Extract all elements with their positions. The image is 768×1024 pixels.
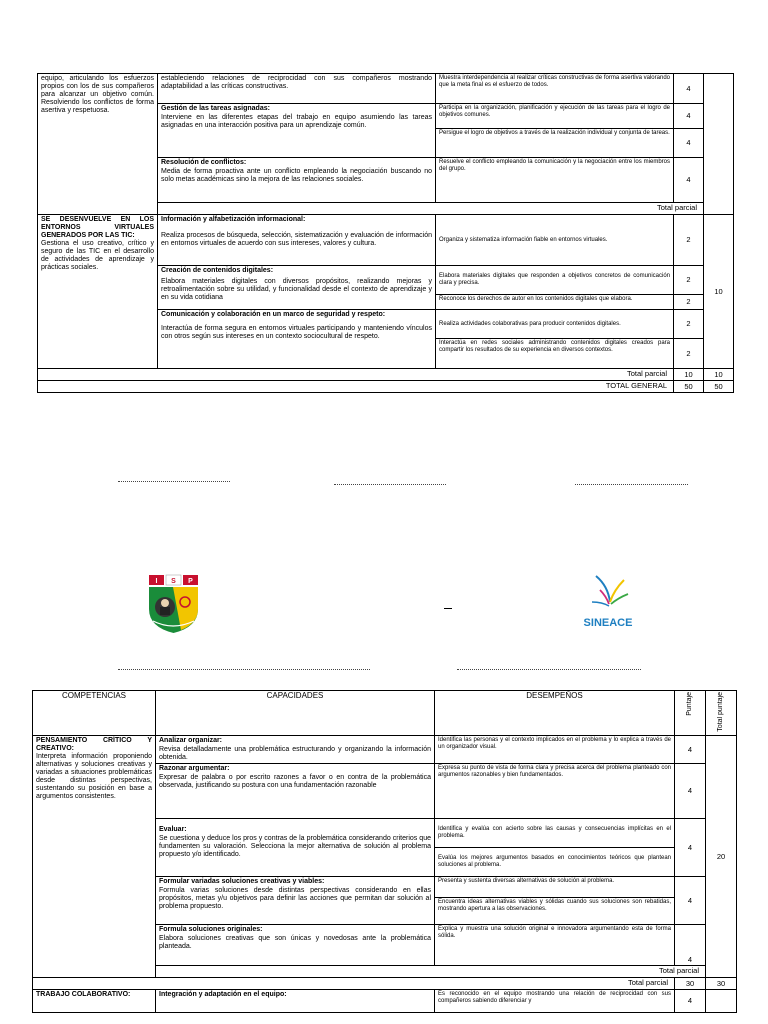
capacity-cell [158,158,436,203]
score-cell: 4 [675,925,706,966]
performance-cell: Reconoce los derechos de autor en los contenidos digitales que elabora. [436,295,674,310]
subtotal-label: Total parcial [158,203,704,215]
table-row [33,990,737,1013]
score-cell: 4 [675,736,706,764]
svg-text:P: P [188,578,193,585]
capacity-cell [158,74,436,104]
score-cell: 2 [674,266,704,295]
grand-total-row [38,381,734,393]
capacity-body: Formula varias soluciones desde distintas perspectivas considerando en ellas propósitos, metas y/u objetivos para definir las acciones que permitan dar solución al problema propuesto. [159,887,431,910]
capacity-cell [158,310,436,369]
capacity-title: Comunicación y colaboración en un marco de seguridad y respeto: [161,311,386,318]
capacity-title: Creación de contenidos digitales: [161,267,274,274]
competency-cell [38,215,158,369]
capacity-title: Integración y adaptación en el equipo: [159,991,287,998]
score-cell: 4 [674,129,704,158]
capacity-title: Gestión de las tareas asignadas: [161,105,270,112]
subtotal-points: 30 [706,978,737,990]
group-points-cell: 10 [704,215,734,369]
score-cell: 2 [674,310,704,339]
subtotal-label: Total parcial [156,966,706,978]
svg-text:SINEACE: SINEACE [583,617,633,629]
table-row [38,215,734,266]
capacity-cell [156,736,435,764]
institute-shield-logo [145,573,203,635]
capacity-body: Media de forma proactiva ante un conflicto empleando la negociación buscando no solo metas académicas sino la mejora de las relaciones sociales. [161,168,432,183]
signature-line [457,669,641,670]
performance-cell: Encuentra ideas alternativas viables y sólidas cuando sus soluciones son rebatidas, mostrando apertura a las observaciones. [435,898,675,925]
performance-cell: Expresa su punto de vista de forma clara y precisa acerca del problema planteado con argumentos razonables y bien fundamentados. [435,764,675,819]
capacity-cell [158,215,436,266]
capacity-body: Expresar de palabra o por escrito razones a favor o en contra de la problemática observada, justificando su postura con una fundamentación razonable [159,774,431,789]
capacity-cell [156,819,435,877]
subtotal-row [33,978,737,990]
capacity-title: Formular variadas soluciones creativas y viables: [159,878,325,885]
score-cell: 4 [675,990,706,1013]
table-header-row [33,691,737,736]
score-cell: 4 [675,877,706,925]
capacity-body: Elabora soluciones creativas que son únicas y novedosas ante la problemática planteada. [159,935,431,950]
capacity-title: Resolución de conflictos: [161,159,247,166]
performance-cell: Identifica las personas y el contexto implicados en el problema y lo explica a través de un organizador visual. [435,736,675,764]
score-cell: 4 [675,764,706,819]
grand-total-label: TOTAL GENERAL [38,381,674,393]
capacity-cell [156,925,435,966]
competency-description: equipo, articulando los esfuerzos propios con los de sus compañeros para alcanzar un objetivo común. Resolviendo los conflictos de forma asertiva y respetuosa. [41,75,154,114]
rubric-table-bottom [32,690,737,1013]
capacity-body: Interactúa de forma segura en entornos virtuales participando y manteniendo vínculos con otros según sus intereses en un contexto sociocultural de respeto. [161,325,432,340]
subtotal-score: 30 [675,978,706,990]
score-cell: 2 [674,295,704,310]
performance-cell: Explica y muestra una solución original e innovadora argumentando esta de forma sólida. [435,925,675,966]
header-total: Total puntaje [706,691,737,736]
performance-cell: Elabora materiales digitales que responden a objetivos concretos de comunicación clara y precisa. [436,266,674,295]
performance-cell: Participa en la organización, planificación y ejecución de las tareas para el logro de objetivos comunes. [436,104,674,129]
capacity-body: Realiza procesos de búsqueda, selección, sistematización y evaluación de información en entornos virtuales de acuerdo con sus intereses, valores y cultura. [161,232,432,247]
capacity-body: Elabora materiales digitales con diversos propósitos, realizando mejoras y retroalimentación sobre su utilidad, y funcionalidad desde el contexto de aprendizaje y en su vida cotidiana [161,278,432,301]
capacity-body: Interviene en las diferentes etapas del trabajo en equipo asumiendo las tareas asignadas en una interacción positiva para un aprendizaje común. [161,114,432,129]
performance-cell: Es reconocido en el equipo mostrando una relación de reciprocidad con sus compañeros sabiendo diferenciar y [435,990,675,1013]
signature-line [118,481,230,482]
capacity-cell [156,990,435,1013]
capacity-cell [158,104,436,158]
subtotal-label: Total parcial [33,978,675,990]
competency-title: SE DESENVUELVE EN LOS ENTORNOS VIRTUALES GENERADOS POR LAS TIC: [41,216,154,239]
score-cell: 4 [675,819,706,877]
capacity-body: Se cuestiona y deduce los pros y contras de la problemática considerando criterios que fundamenten su valoración. Selecciona la mejor alternativa de solución al problema propuesto y/o identificado. [159,835,431,858]
total-points-cell [706,990,737,1013]
competency-description: Gestiona el uso creativo, crítico y seguro de las TIC en el desarrollo de actividades de aprendizaje y prácticas sociales. [41,240,154,271]
subtotal-points: 10 [704,369,734,381]
subtotal-row [38,369,734,381]
performance-cell: Resuelve el conflicto empleando la comunicación y la negociación entre los miembros del grupo. [436,158,674,203]
performance-cell: Persigue el logro de objetivos a través de la realización individual y conjunta de tareas. [436,129,674,158]
competency-cell [33,736,156,978]
capacity-body: Revisa detalladamente una problemática estructurando y organizando la información obtenida. [159,746,431,761]
group-points-cell: 20 [706,736,737,978]
competency-cell [38,74,158,215]
score-cell: 4 [674,104,704,129]
sineace-logo [578,572,638,632]
capacity-title: Razonar argumentar: [159,765,230,772]
capacity-body: estableciendo relaciones de reciprocidad con sus compañeros mostrando adaptabilidad a las críticas constructivas. [161,75,432,90]
grand-total-points: 50 [704,381,734,393]
signature-line [575,484,688,485]
score-cell: 2 [674,339,704,369]
performance-cell: Organiza y sistematiza información fiable en entornos virtuales. [436,215,674,266]
competency-description: Interpreta información proponiendo alternativas y soluciones creativas y variadas a situaciones problemáticas desde distintas perspectivas, sustentando su posición en base a argumentos consistentes. [36,753,152,800]
capacity-cell [156,764,435,819]
performance-cell: Muestra interdependencia al realizar críticas constructivas de forma asertiva valorando que la meta final es el esfuerzo de todos. [436,74,674,104]
capacity-cell [158,266,436,310]
score-cell: 2 [674,215,704,266]
header-performances: DESEMPEÑOS [435,691,675,736]
separator-dash [444,608,452,609]
total-points-cell [704,74,734,215]
rubric-table-top [37,73,734,393]
table-row [33,736,737,764]
svg-text:S: S [171,578,176,585]
competency-title: PENSAMIENTO CRÍTICO Y CREATIVO: [36,737,152,752]
performance-cell: Realiza actividades colaborativas para producir contenidos digitales. [436,310,674,339]
header-competencies: COMPETENCIAS [33,691,156,736]
table-row [38,74,734,104]
capacity-title: Evaluar: [159,826,187,833]
signature-line [118,669,370,670]
performance-cell: Identifica y evalúa con acierto sobre las causas y consecuencias implícitas en el problema. [435,819,675,848]
capacity-title: Formula soluciones originales: [159,926,263,933]
subtotal-label: Total parcial [38,369,674,381]
score-cell: 4 [674,74,704,104]
performance-cell: Presenta y sustenta diversas alternativas de solución al problema. [435,877,675,898]
subtotal-score: 10 [674,369,704,381]
capacity-title: Analizar organizar: [159,737,223,744]
competency-title: TRABAJO COLABORATIVO: [36,991,131,998]
header-capacities: CAPACIDADES [156,691,435,736]
score-cell: 4 [674,158,704,203]
performance-cell: Interactúa en redes sociales administrando contenidos digitales creados para compartir los resultados de su experiencia en diversos contextos. [436,339,674,369]
header-score: Puntaje [675,691,706,736]
grand-total-score: 50 [674,381,704,393]
svg-text:I: I [155,578,158,585]
signature-line [334,484,446,485]
capacity-cell [156,877,435,925]
competency-cell [33,990,156,1013]
capacity-title: Información y alfabetización informacional: [161,216,306,223]
performance-cell: Evalúa los mejores argumentos basados en conocimientos teóricos que plantean soluciones al problema. [435,848,675,877]
